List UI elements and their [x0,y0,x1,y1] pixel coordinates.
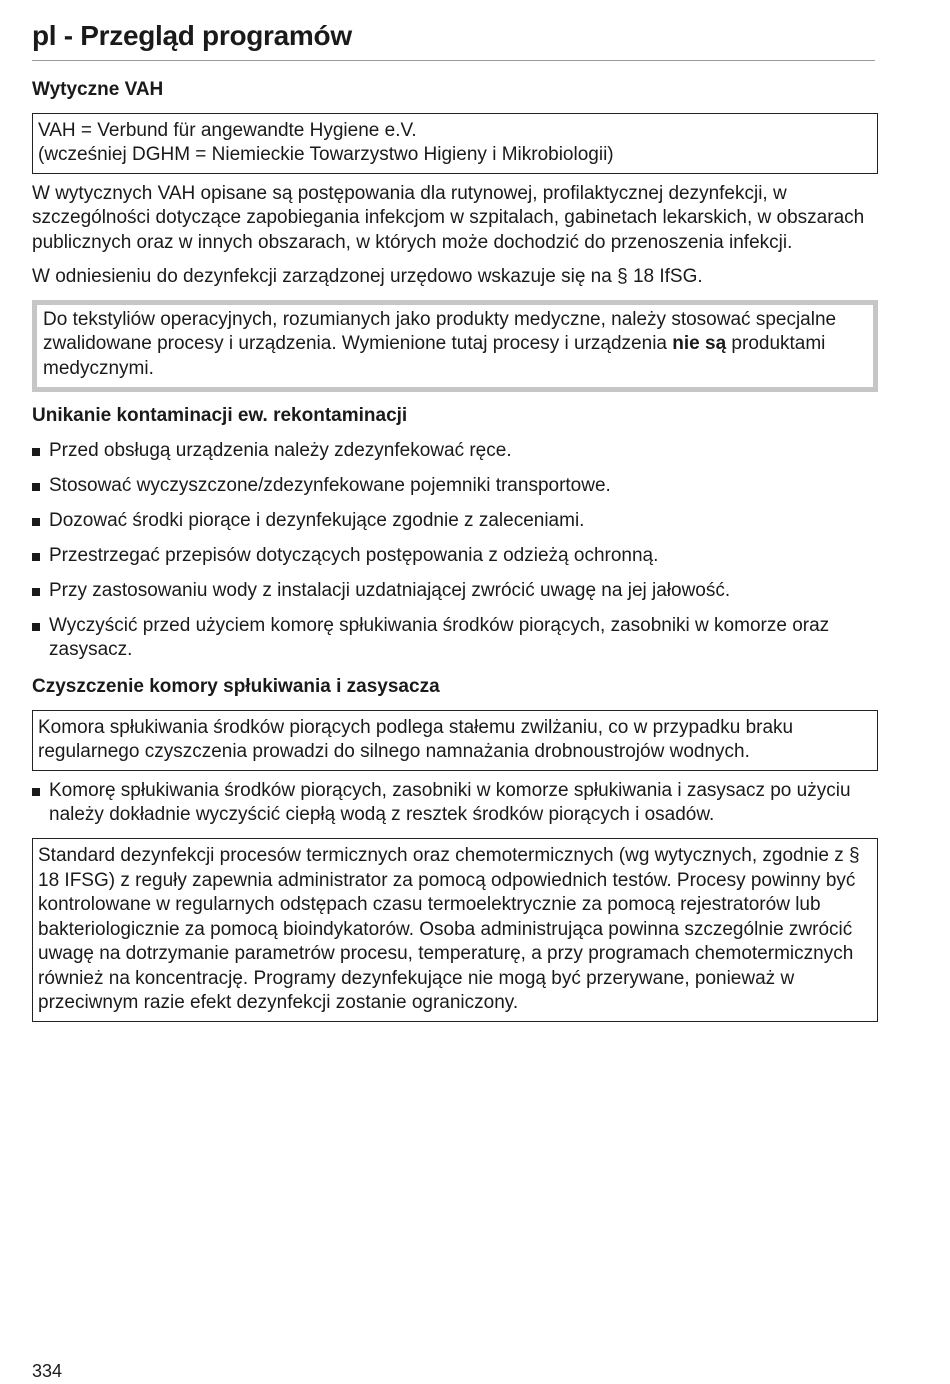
vah-definition-line-1: VAH = Verbund für angewandte Hygiene e.V. [38,119,417,141]
note-text-after: produktami medycznymi. [43,333,826,379]
vah-paragraph-1: W wytycznych VAH opisane są postępowania dla rutynowej, profilaktycznej dezynfekcji, w szczególności dotyczące zapobiegania infekcjom w szpitalach, gabinetach lekarskich, w obszarach publicznych oraz w innych obszarach, w których może dochodzić do przenoszenia infekcji. [32,182,865,253]
list-item: Wyczyścić przed użyciem komorę spłukiwania środków piorących, zasobniki w komorze oraz zasysacz. [32,614,878,663]
contamination-list [32,439,878,663]
bullet-icon [32,623,40,631]
list-item: Przy zastosowaniu wody z instalacji uzdatniającej zwrócić uwagę na jej jałowość. [32,579,878,604]
title-divider [32,60,875,61]
medical-products-note-box [32,300,878,393]
bullet-icon [32,588,40,596]
list-item: Stosować wyczyszczone/zdezynfekowane pojemniki transportowe. [32,474,878,499]
rinse-chamber-info-box [32,710,878,771]
list-item: Komorę spłukiwania środków piorących, zasobniki w komorze spłukiwania i zasysacz po użyciu należy dokładnie wyczyścić ciepłą wodą z resztek środków piorących i osadów. [32,779,878,828]
cleaning-list [32,779,878,828]
bullet-icon [32,448,40,456]
note-bold-text: nie są [672,333,727,354]
bullet-icon [32,788,40,796]
note-text-before: Do tekstyliów operacyjnych, rozumianych jako produkty medyczne, należy stosować specjalne zwalidowane procesy i urządzenia. Wymienione tutaj procesy i urządzenia [43,308,837,354]
bullet-icon [32,483,40,491]
heading-contamination: Unikanie kontaminacji ew. rekontaminacji [32,405,408,426]
list-item: Dozować środki piorące i dezynfekujące zgodnie z zaleceniami. [32,509,878,534]
page-title: pl - Przegląd programów [32,20,352,51]
vah-definition-line-2: (wcześniej DGHM = Niemieckie Towarzystwo Higieny i Mikrobiologii) [38,144,614,165]
list-item: Przestrzegać przepisów dotyczących postępowania z odzieżą ochronną. [32,544,878,569]
heading-cleaning: Czyszczenie komory spłukiwania i zasysacza [32,676,440,697]
bullet-icon [32,518,40,526]
bullet-icon [32,553,40,561]
page-content [32,78,878,1030]
vah-definition-box [32,113,878,174]
disinfection-standard-box [32,838,878,1022]
heading-vah: Wytyczne VAH [32,79,164,100]
vah-paragraph-2: W odniesieniu do dezynfekcji zarządzonej urzędowo wskazuje się na § 18 IfSG. [32,266,703,287]
list-item: Przed obsługą urządzenia należy zdezynfekować ręce. [32,439,878,464]
page-number: 334 [32,1361,63,1381]
rinse-chamber-info-text: Komora spłukiwania środków piorących podlega stałemu zwilżaniu, co w przypadku braku regularnego czyszczenia prowadzi do silnego namnażania drobnoustrojów wodnych. [38,716,794,762]
disinfection-standard-text: Standard dezynfekcji procesów termicznych oraz chemotermicznych (wg wytycznych, zgodnie z § 18 IFSG) z reguły zapewnia administrator za pomocą odpowiednich testów. Procesy powinny być kontrolowane w regularnych odstępach czasu termoelektrycznie za pomocą rejestratorów lub bakteriologicznie za pomocą bioindykatorów. Osoba administrująca powinna szczególnie zwrócić uwagę na dotrzymanie parametrów procesu, temperaturę, a przy programach chemotermicznych również na koncentrację. Programy dezynfekujące nie mogą być przerywane, ponieważ w przeciwnym razie efekt dezynfekcji zostanie ograniczony. [38,845,860,1013]
